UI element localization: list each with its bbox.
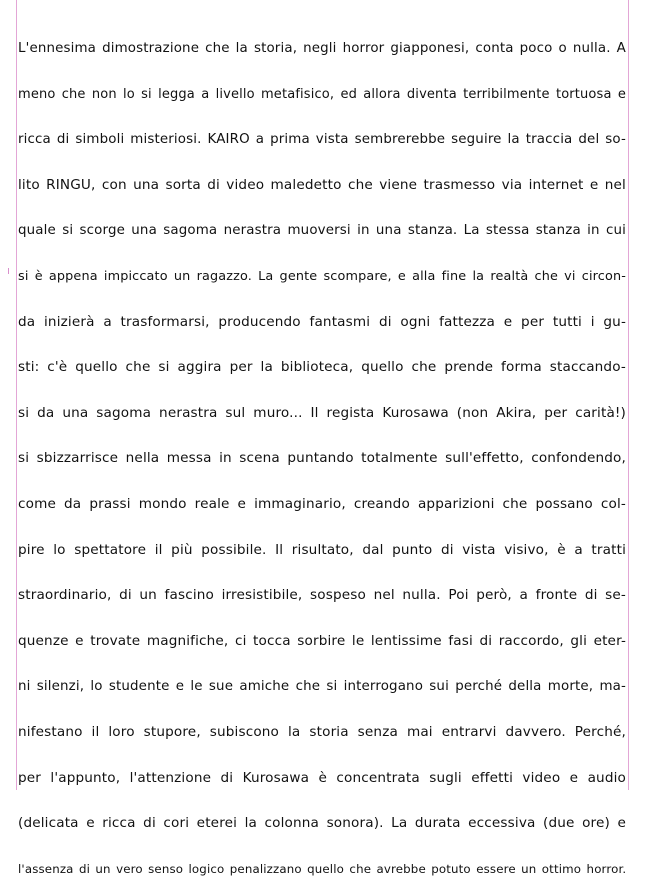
text-line-4: lito RINGU, con una sorta di video maledetto che viene trasmesso via internet e nel xyxy=(18,176,626,193)
text-line-11: come da prassi mondo reale e immaginario, creando apparizioni che possano col- xyxy=(18,495,626,512)
text-line-16: nifestano il loro stupore, subiscono la storia senza mai entrarvi davvero. Perché, xyxy=(18,723,626,740)
handwritten-text-block xyxy=(18,26,626,892)
text-line-15: ni silenzi, lo studente e le sue amiche che si interrogano sui perché della morte, ma- xyxy=(18,679,626,695)
text-line-13: straordinario, di un fascino irresistibile, sospeso nel nulla. Poi però, a fronte di se- xyxy=(18,587,626,604)
text-line-6: si è appena impiccato un ragazzo. La gente scompare, e alla fine la realtà che vi circon- xyxy=(18,268,626,284)
left-margin-line xyxy=(16,0,17,790)
text-line-1: L'ennesima dimostrazione che la storia, negli horror giapponesi, conta poco o nulla. A xyxy=(18,41,626,56)
text-line-17: per l'appunto, l'attenzione di Kurosawa è concentrata sugli effetti video e audio xyxy=(18,769,626,786)
text-line-12: pire lo spettatore il più possibile. Il risultato, dal punto di vista visivo, è a tratti xyxy=(18,541,626,558)
text-line-19: l'assenza di un vero senso logico penalizzano quello che avrebbe potuto essere un ottimo horror. xyxy=(18,861,626,876)
text-line-9: si da una sagoma nerastra sul muro... Il regista Kurosawa (non Akira, per carità!) xyxy=(18,404,626,421)
text-line-7: da inizierà a trasformarsi, producendo fantasmi di ogni fattezza e per tutti i gu- xyxy=(18,313,626,330)
text-line-14: quenze e trovate magnifiche, ci tocca sorbire le lentissime fasi di raccordo, gli eter- xyxy=(18,632,626,649)
text-line-2: meno che non lo si legga a livello metafisico, ed allora diventa terribilmente tortuosa e xyxy=(18,86,626,102)
margin-mark xyxy=(8,268,9,274)
text-line-3: ricca di simboli misteriosi. KAIRO a prima vista sembrerebbe seguire la traccia del so- xyxy=(18,132,626,148)
text-line-5: quale si scorge una sagoma nerastra muoversi in una stanza. La stessa stanza in cui xyxy=(18,223,626,239)
text-line-8: sti: c'è quello che si aggira per la biblioteca, quello che prende forma staccando- xyxy=(18,359,626,376)
text-line-10: si sbizzarrisce nella messa in scena puntando totalmente sull'effetto, confondendo, xyxy=(18,450,626,467)
text-line-18: (delicata e ricca di cori eterei la colonna sonora). La durata eccessiva (due ore) e xyxy=(18,815,626,832)
right-margin-line xyxy=(628,0,629,790)
